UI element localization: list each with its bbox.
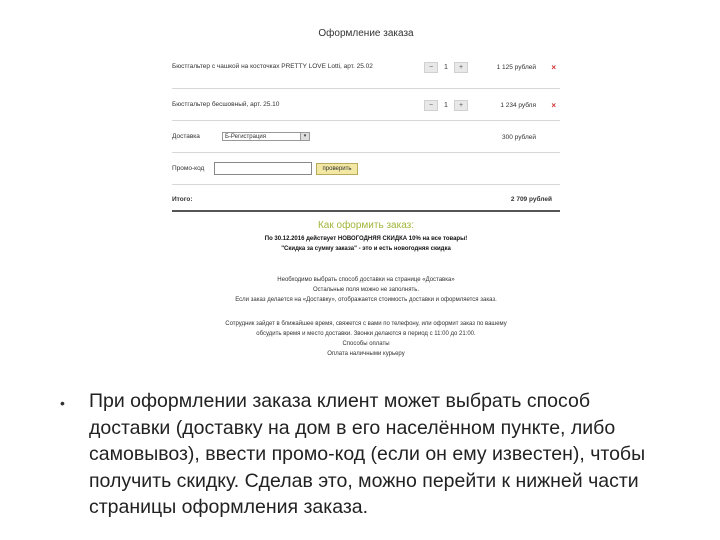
instruction-line: обсудить время и место доставки. Звонки делаются в период с 11:00 до 21:00. <box>256 331 476 337</box>
item-price: 1 125 рублей <box>496 64 536 71</box>
bullet-text: При оформлении заказа клиент может выбрать способ доставки (доставку на дом в его населённом пункте, либо самовывоз), ввести промо-код (если он ему известен), чтобы получить скидку. Сделав это, можно перейти к нижней части страницы оформления заказа. <box>89 390 646 518</box>
total-label: Итого: <box>172 196 193 203</box>
qty-plus-button[interactable]: + <box>454 100 468 111</box>
instruction-line: Необходимо выбрать способ доставки на странице «Доставка» <box>277 277 455 283</box>
page-title: Оформление заказа <box>318 28 414 39</box>
cart-item-1 <box>172 62 560 82</box>
qty-value: 1 <box>444 102 448 109</box>
qty-value: 1 <box>444 64 448 71</box>
item-price: 1 234 рубля <box>500 102 536 109</box>
order-page-screenshot <box>168 22 564 368</box>
divider <box>172 210 560 212</box>
delivery-price: 300 рублей <box>502 134 536 141</box>
payment-method: Оплата наличными курьеру <box>327 351 405 357</box>
delivery-label: Доставка <box>172 133 200 140</box>
instruction-line: Остальные поля можно не заполнять. <box>312 287 419 293</box>
remove-icon[interactable]: × <box>551 63 556 72</box>
divider <box>172 152 560 153</box>
instruction-line: Сотрудник зайдет в ближайшее время, свяжется с вами по телефону, или оформит заказ по вашему <box>225 321 507 327</box>
total-row <box>172 196 560 206</box>
divider <box>172 88 560 89</box>
bullet-icon: • <box>60 395 65 411</box>
chevron-down-icon: ▾ <box>300 133 309 140</box>
item-name: Бюстгальтер с чашкой на косточках PRETTY LOVE Lotti, арт. 25.02 <box>172 63 373 70</box>
quantity-stepper <box>424 62 468 72</box>
promo-notice-sub: "Скидка за сумму заказа" - это и есть новогодняя скидка <box>281 246 451 252</box>
instruction-line: Если заказ делается на «Доставку», отображается стоимость доставки и оформляется заказ. <box>235 297 497 303</box>
delivery-row <box>172 132 560 144</box>
promo-label: Промо-код <box>172 165 205 172</box>
delivery-select[interactable] <box>222 132 310 141</box>
delivery-selected: Б-Регистрация <box>225 134 267 140</box>
remove-icon[interactable]: × <box>551 101 556 110</box>
promo-notice: По 30.12.2016 действует НОВОГОДНЯЯ СКИДКА 10% на все товары! <box>264 236 468 242</box>
cart-item-2 <box>172 100 560 112</box>
item-name: Бюстгальтер бесшовный, арт. 25.10 <box>172 101 280 108</box>
divider <box>172 184 560 185</box>
qty-minus-button[interactable]: − <box>424 100 438 111</box>
total-value: 2 709 рублей <box>510 196 552 203</box>
how-to-order-title: Как оформить заказ: <box>317 220 415 231</box>
promo-code-input[interactable] <box>214 162 312 175</box>
divider <box>172 120 560 121</box>
quantity-stepper <box>424 100 468 110</box>
payment-methods-link[interactable]: Способы оплаты <box>342 341 390 347</box>
qty-minus-button[interactable]: − <box>424 62 438 73</box>
promo-row <box>172 164 560 176</box>
qty-plus-button[interactable]: + <box>454 62 468 73</box>
promo-check-button[interactable]: проверить <box>316 163 358 175</box>
